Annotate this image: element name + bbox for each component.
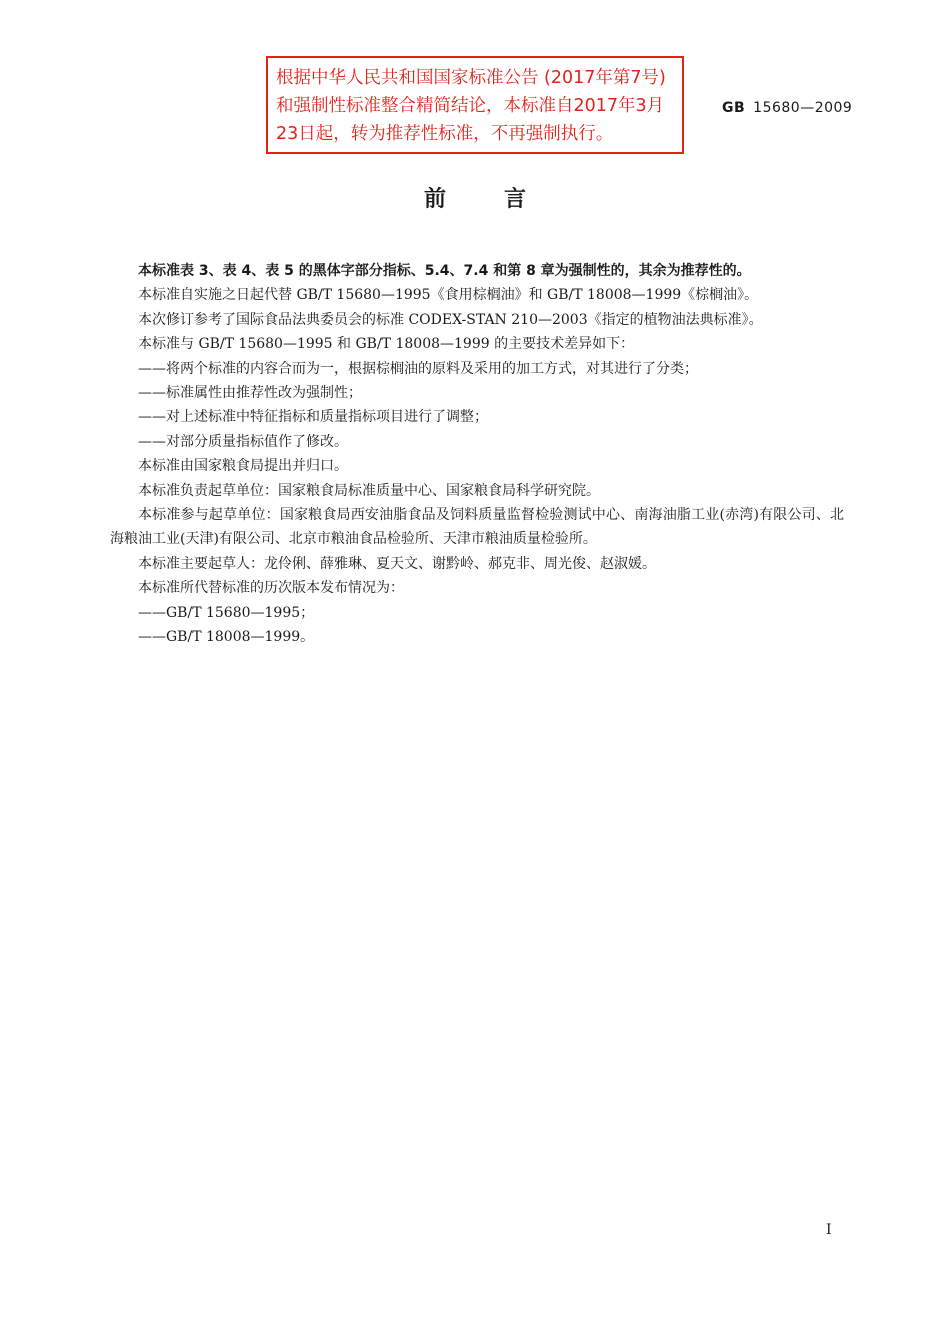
standard-number — [722, 100, 852, 116]
conversion-notice-box — [266, 56, 684, 154]
list-item: ——将两个标准的内容合而为一，根据棕榈油的原料及采用的加工方式，对其进行了分类； — [138, 360, 698, 377]
paragraph-proposed-by: 本标准由国家粮食局提出并归口。 — [138, 458, 348, 475]
list-item: ——标准属性由推荐性改为强制性； — [138, 385, 362, 402]
standard-code: 15680—2009 — [753, 100, 853, 116]
page-number: I — [826, 1222, 832, 1238]
paragraph-history-intro: 本标准所代替标准的历次版本发布情况为： — [138, 580, 404, 597]
list-item: ——对部分质量指标值作了修改。 — [138, 433, 348, 450]
foreword-body — [110, 259, 844, 650]
paragraph-participating-units: 本标准参与起草单位：国家粮食局西安油脂食品及饲料质量监督检验测试中心、南海油脂工业(赤湾)有限公司、北海粮油工业(天津)有限公司、北京市粮油食品检验所、天津市粮油质量检验所。 — [110, 507, 844, 548]
paragraph-reference: 本次修订参考了国际食品法典委员会的标准 CODEX-STAN 210—2003《指定的植物油法典标准》。 — [138, 311, 763, 328]
paragraph-replaces: 本标准自实施之日起代替 GB/T 15680—1995《食用棕榈油》和 GB/T 18008—1999《棕榈油》。 — [138, 287, 759, 304]
paragraph-drafting-unit: 本标准负责起草单位：国家粮食局标准质量中心、国家粮食局科学研究院。 — [138, 482, 600, 499]
paragraph-differences-intro: 本标准与 GB/T 15680—1995 和 GB/T 18008—1999 的主要技术差异如下： — [138, 336, 635, 353]
paragraph-drafters: 本标准主要起草人：龙伶俐、薛雅琳、夏天文、谢黔岭、郝克非、周光俊、赵淑媛。 — [138, 555, 656, 572]
standard-prefix: GB — [722, 100, 746, 116]
list-item: ——GB/T 15680—1995； — [138, 604, 315, 621]
conversion-notice-text: 根据中华人民共和国国家标准公告 (2017年第7号) 和强制性标准整合精简结论，本标准自2017年3月23日起，转为推荐性标准，不再强制执行。 — [276, 68, 666, 144]
paragraph-mandatory-clauses: 本标准表 3、表 4、表 5 的黑体字部分指标、5.4、7.4 和第 8 章为强制性的，其余为推荐性的。 — [138, 263, 751, 279]
list-item: ——GB/T 18008—1999。 — [138, 629, 315, 646]
list-item: ——对上述标准中特征指标和质量指标项目进行了调整； — [138, 409, 488, 426]
page-title: 前言 — [423, 187, 584, 212]
